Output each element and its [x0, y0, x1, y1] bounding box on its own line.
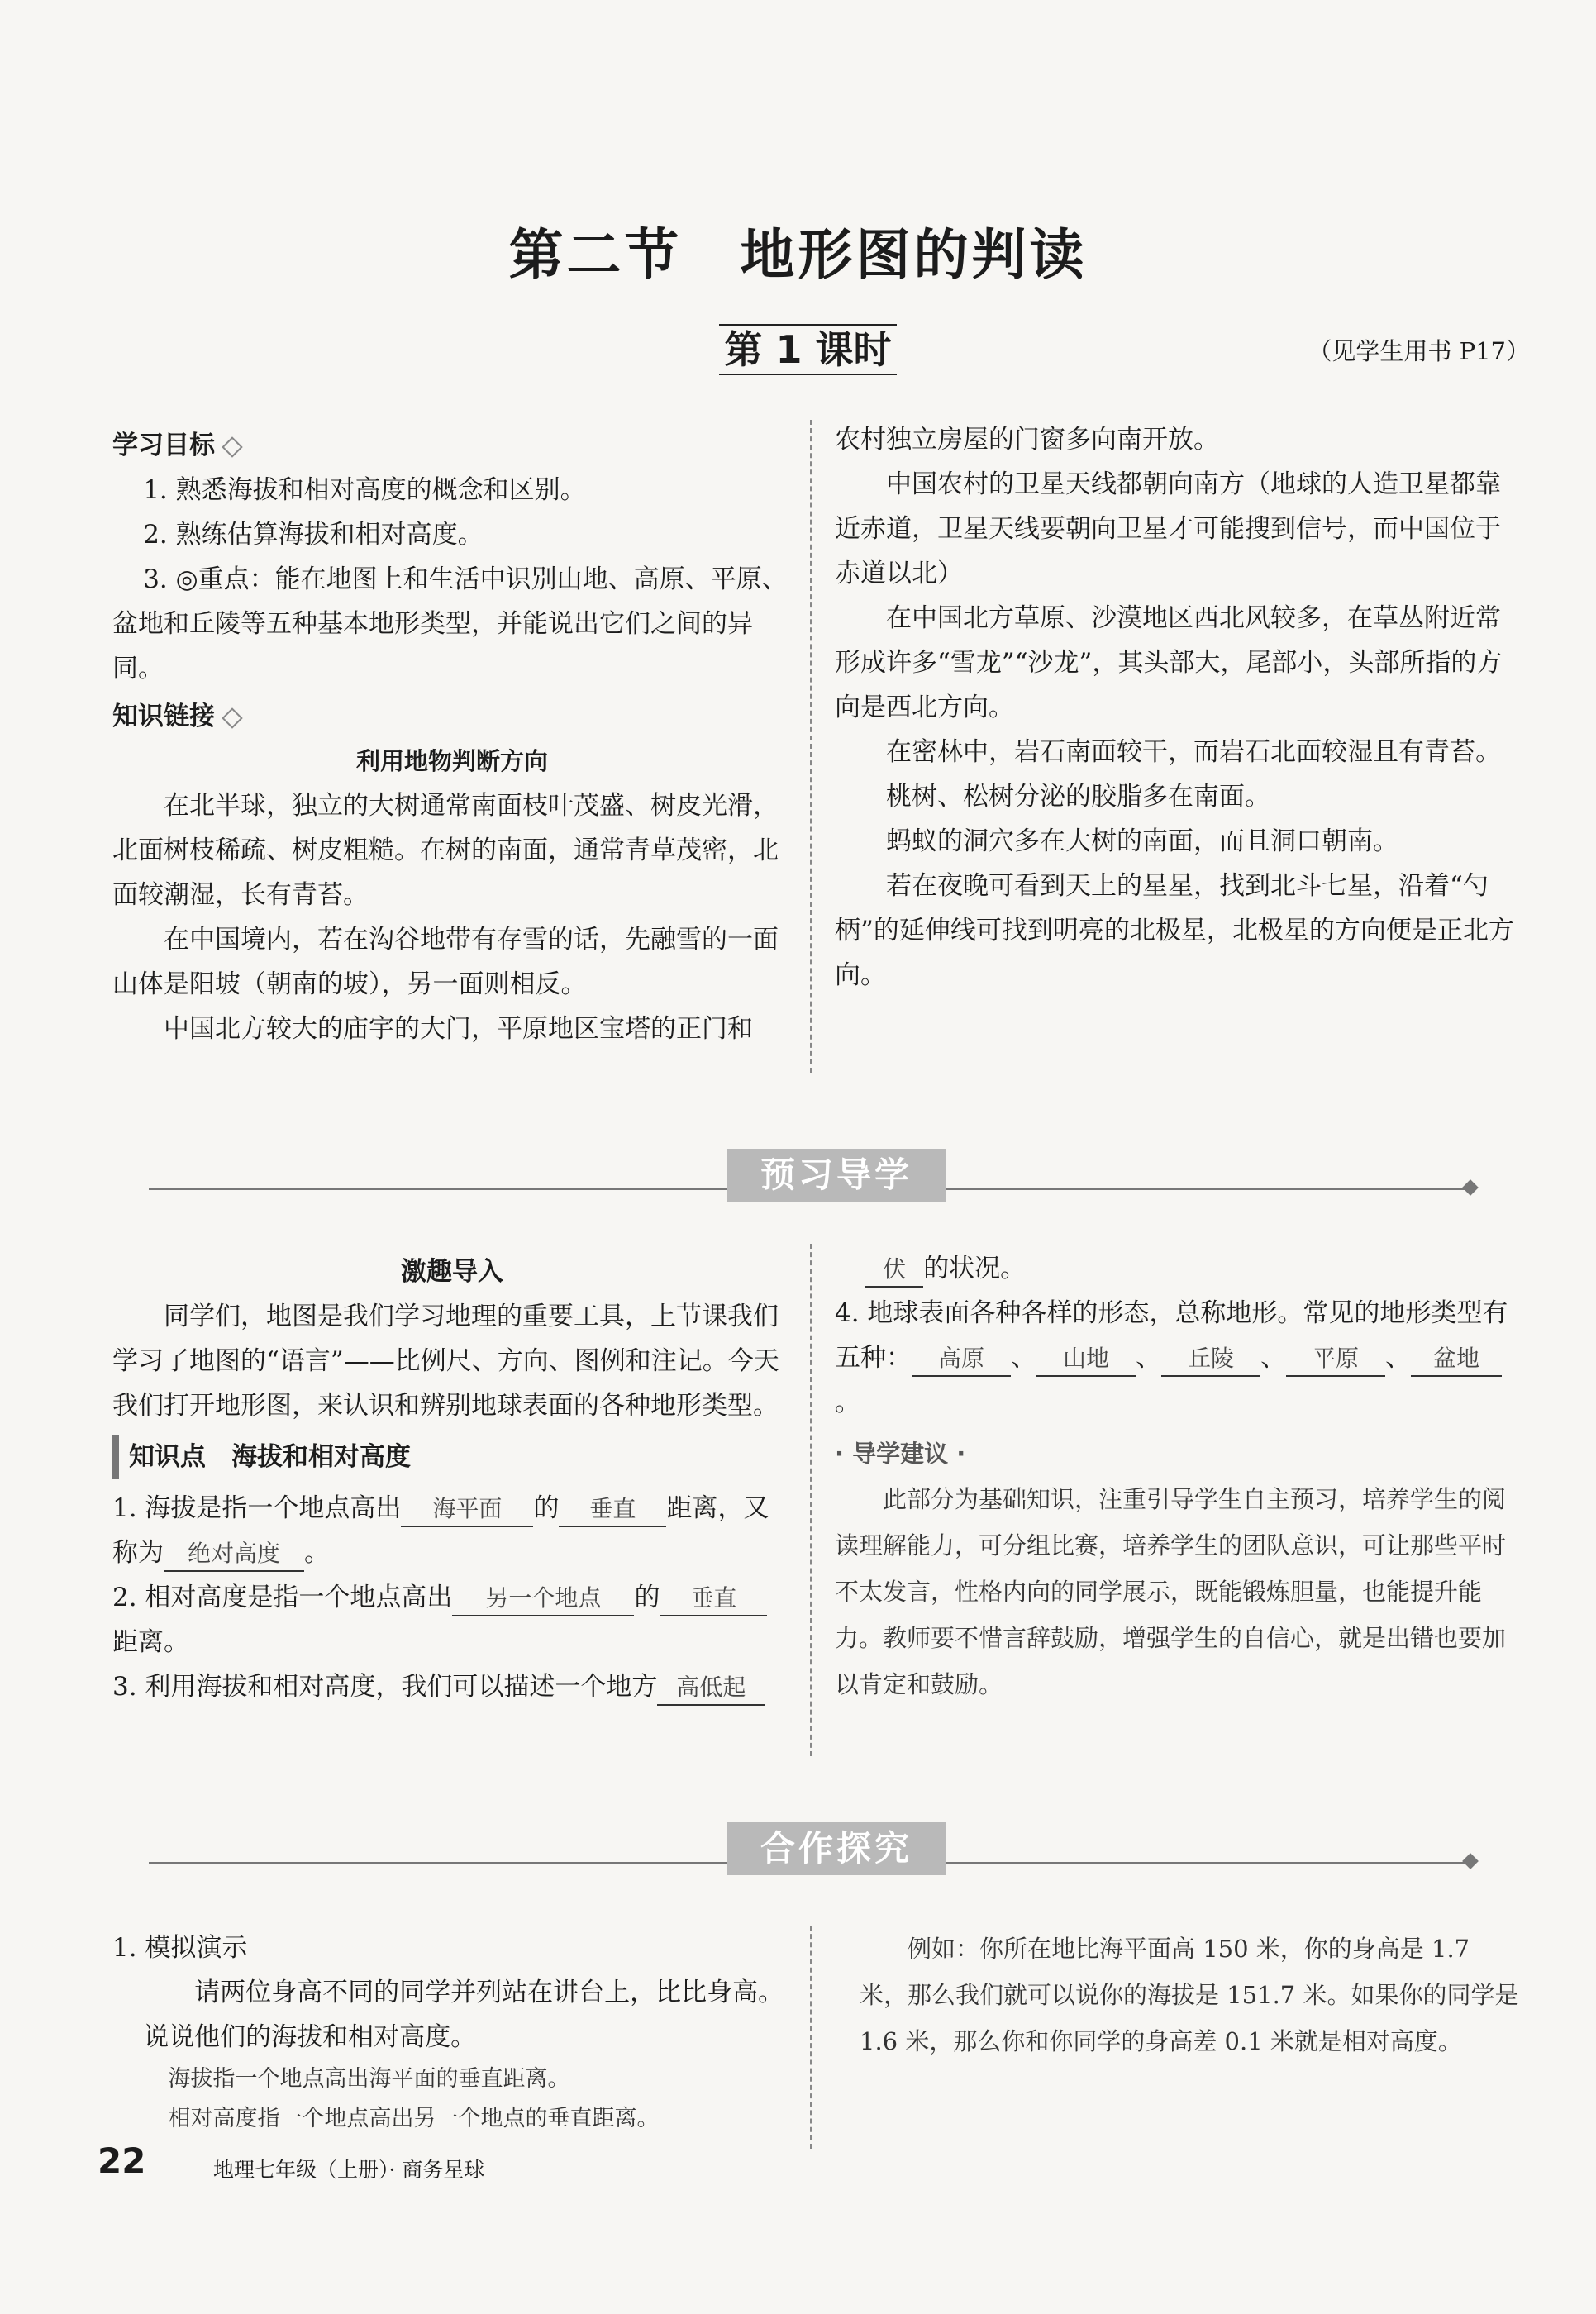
- coop-answer: 海拔指一个地点高出海平面的垂直距离。: [168, 2066, 570, 2092]
- question-3: 3. 利用海拔和相对高度，我们可以描述一个地方 高低起: [112, 1664, 792, 1709]
- coop-question-text: 请两位身高不同的同学并列站在讲台上，比比身高。说说他们的海拔和相对高度。: [143, 1978, 784, 2052]
- goal-item: 1. 熟悉海拔和相对高度的概念和区别。: [143, 475, 586, 505]
- answer-blank: 海平面: [401, 1493, 533, 1527]
- coop-left-column: [112, 1926, 792, 2139]
- knowledge-right-column: [835, 417, 1521, 997]
- knowledge-paragraph: 在中国境内，若在沟谷地带有存雪的话，先融雪的一面山体是阳坡（朝南的坡），另一面则相反。: [112, 925, 779, 999]
- coop-banner: [149, 1822, 1471, 1880]
- section-title: 第二节 地形图的判读: [508, 222, 1088, 287]
- coop-example: 例如：你所在地比海平面高 150 米，你的身高是 1.7 米，那么我们就可以说你的海拔是 151.7 米。如果你的同学是 1.6 米，那么你和你同学的身高差 0.1 米就是相对高度。: [860, 1935, 1519, 2055]
- question-2: 2. 相对高度是指一个地点高出 另一个地点 的 垂直距离。: [112, 1575, 792, 1664]
- intro-paragraph: 同学们，地图是我们学习地理的重要工具，上节课我们学习了地图的“语言”——比例尺、方向、图例和注记。今天我们打开地形图，来认识和辨别地球表面的各种地形类型。: [112, 1302, 779, 1421]
- coop-question-title: 1. 模拟演示: [112, 1933, 248, 1963]
- kp-title: 海拔和相对高度: [231, 1442, 411, 1472]
- answer-blank: 垂直: [660, 1582, 767, 1616]
- answer-blank: 高原: [912, 1342, 1011, 1377]
- answer-blank: 丘陵: [1161, 1342, 1260, 1377]
- answer-blank: 平原: [1286, 1342, 1385, 1377]
- advice-heading: · 导学建议 ·: [835, 1440, 966, 1468]
- knowledge-paragraph: 桃树、松树分泌的胶脂多在南面。: [886, 782, 1270, 812]
- knowledge-paragraph: 若在夜晚可看到天上的星星，找到北斗七星，沿着“勺柄”的延伸线可找到明亮的北极星，北极星的方向便是正北方向。: [835, 871, 1514, 990]
- preview-left-column: [112, 1250, 792, 1709]
- page-reference: （见学生用书 P17）: [1308, 337, 1530, 365]
- knowledge-subheading: 利用地物判断方向: [355, 747, 548, 775]
- question-4: 4. 地球表面各种各样的形态，总称地形。常见的地形类型有五种： 高原 、 山地 、 丘陵 、 平原 、 盆地。: [835, 1298, 1508, 1417]
- goals-column: [112, 423, 792, 1051]
- answer-blank: 绝对高度: [164, 1537, 304, 1572]
- goal-item: 2. 熟练估算海拔和相对高度。: [143, 520, 484, 550]
- column-divider: [810, 1244, 812, 1756]
- coop-answer: 相对高度指一个地点高出另一个地点的垂直距离。: [168, 2106, 660, 2131]
- preview-right-column: [835, 1246, 1521, 1707]
- lesson-label: 第 1 课时: [719, 324, 897, 375]
- goals-heading: 学习目标: [112, 423, 792, 468]
- knowledge-paragraph: 蚂蚁的洞穴多在大树的南面，而且洞口朝南。: [886, 826, 1398, 856]
- question-3-continued: 伏 的状况。: [835, 1246, 1521, 1291]
- book-title: 地理七年级（上册）· 商务星球: [213, 2158, 485, 2182]
- banner-label: 预习导学: [727, 1149, 946, 1202]
- answer-blank: 垂直: [559, 1493, 666, 1527]
- diamond-icon: [1462, 1179, 1479, 1196]
- knowledge-paragraph: 中国北方较大的庙宇的大门，平原地区宝塔的正门和: [164, 1014, 753, 1044]
- answer-blank: 盆地: [1411, 1342, 1502, 1377]
- knowledge-point-heading: [112, 1435, 792, 1479]
- knowledge-paragraph: 在密林中，岩石南面较干，而岩石北面较湿且有青苔。: [886, 737, 1501, 767]
- intro-heading: 激趣导入: [401, 1257, 503, 1287]
- page-number: 22: [98, 2140, 146, 2181]
- answer-blank: 山地: [1036, 1342, 1136, 1377]
- knowledge-paragraph: 农村独立房屋的门窗多向南开放。: [835, 425, 1219, 455]
- knowledge-paragraph: 中国农村的卫星天线都朝向南方（地球的人造卫星都靠近赤道，卫星天线要朝向卫星才可能搜到信号，而中国位于赤道以北）: [835, 469, 1501, 588]
- banner-label: 合作探究: [727, 1822, 946, 1875]
- diamond-icon: [1462, 1853, 1479, 1869]
- diamond-icon: [222, 436, 242, 457]
- kp-label: 知识点: [129, 1442, 206, 1472]
- column-divider: [810, 1926, 812, 2149]
- answer-blank: 高低起: [657, 1671, 765, 1706]
- coop-right-column: [860, 1926, 1521, 2064]
- goal-item: 3. ◎重点：能在地图上和生活中识别山地、高原、平原、盆地和丘陵等五种基本地形类型，并能说出它们之间的异同。: [112, 564, 788, 683]
- answer-blank: 伏: [865, 1253, 923, 1288]
- knowledge-heading: 知识链接: [112, 694, 792, 739]
- question-1: 1. 海拔是指一个地点高出 海平面 的 垂直 距离，又称为 绝对高度 。: [112, 1486, 792, 1575]
- column-divider: [810, 420, 812, 1073]
- advice-paragraph: 此部分为基础知识，注重引导学生自主预习，培养学生的阅读理解能力，可分组比赛，培养学生的团队意识，可让那些平时不太发言，性格内向的同学展示，既能锻炼胆量，也能提升能力。教师要不惜言辞鼓励，增强学生的自信心，就是出错也要加以肯定和鼓励。: [835, 1485, 1507, 1698]
- knowledge-paragraph: 在北半球，独立的大树通常南面枝叶茂盛、树皮光滑，北面树枝稀疏、树皮粗糙。在树的南面，通常青草茂密，北面较潮湿，长有青苔。: [112, 791, 779, 910]
- diamond-icon: [222, 707, 242, 728]
- answer-blank: 另一个地点: [452, 1582, 634, 1616]
- knowledge-paragraph: 在中国北方草原、沙漠地区西北风较多，在草丛附近常形成许多“雪龙”“沙龙”，其头部大，尾部小，头部所指的方向是西北方向。: [835, 603, 1503, 722]
- preview-banner: [149, 1149, 1471, 1207]
